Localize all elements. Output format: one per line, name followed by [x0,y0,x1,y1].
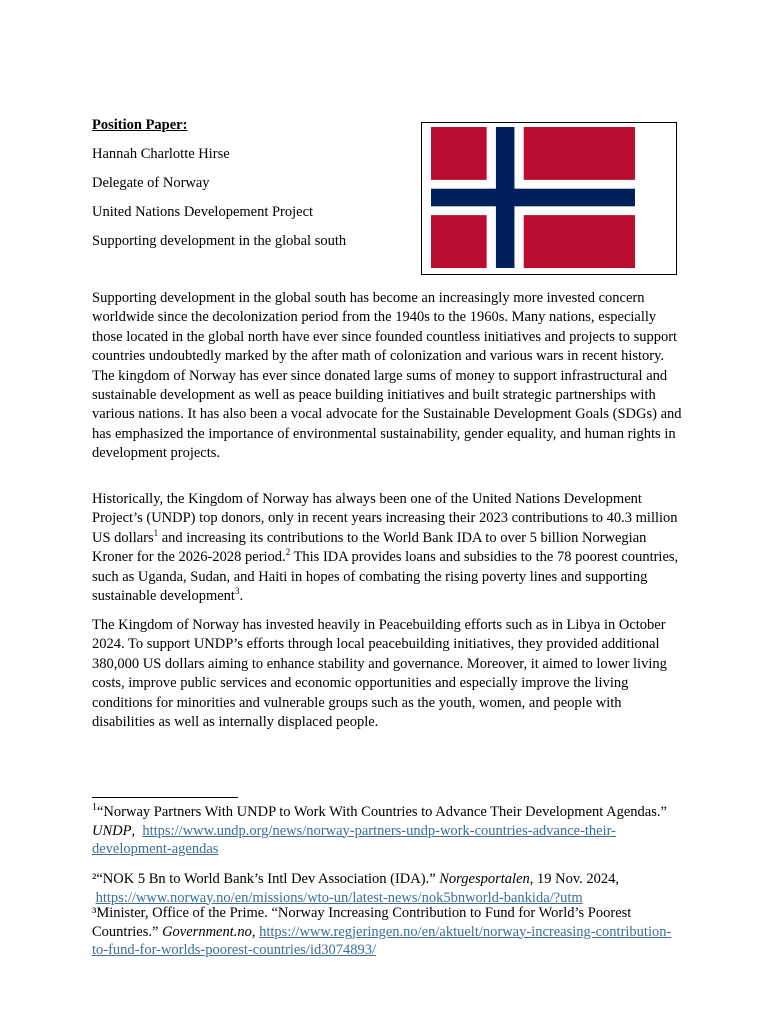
footnote-1-text: “Norway Partners With UNDP to Work With Countries to Advance Their Development Agendas.” [97,804,667,820]
committee-line: United Nations Developement Project [92,204,314,220]
paragraph-3-text: The Kingdom of Norway has invested heavily in Peacebuilding efforts such as in Libya in October 2024. To support UNDP’s efforts through local peacebuilding initiatives, they provided additional 380,000 US dollars aiming to enhance stability and governance. Moreover, it aimed to lower living costs, improve public services and economic opportunities and especially improve the living conditions for minorities and vulnerable groups such as the youth, women, and people with disabilities as well as internally displaced people. [92,617,667,731]
footnote-1-link[interactable]: https://www.undp.org/news/norway-partners-undp-work-countries-advance-their-development-agendas [92,822,617,857]
footnote-separator [92,797,238,798]
author-name: Hannah Charlotte Hirse [92,146,230,162]
footnote-3-text: Minister, Office of the Prime. “Norway Increasing Contribution to Fund for World’s Poorest Countries.” [92,905,632,940]
footnote-2-number: ² [92,871,97,887]
footnote-2-text: “NOK 5 Bn to World Bank’s Intl Dev Association (IDA).” [96,871,440,887]
topic-line: Supporting development in the global south [92,233,347,249]
paragraph-3 [92,616,682,732]
footnote-1-separator: , [131,822,143,839]
footnote-3 [92,904,682,960]
page-title: Position Paper: [92,117,188,133]
paragraph-2-part-1: Historically, the Kingdom of Norway has always been one of the United Nations Development Project’s (UNDP) top donors, only in recent years increasing their 2023 contributions to 40.3 million US dollars [92,491,678,546]
footnote-1-source: UNDP [92,822,132,839]
paragraph-1 [92,289,682,464]
delegation-line: Delegate of Norway [92,175,210,191]
footnote-3-separator: , [251,923,260,940]
footnote-3-number: ³ [92,905,97,921]
paragraph-2-part-2: and increasing its contributions to the World Bank IDA to over 5 billion Norwegian Kroner for the 2026-2028 period. [92,529,647,566]
footnote-1 [92,803,682,859]
footnote-2-link[interactable]: https://www.norway.no/en/missions/wto-un/latest-news/nok5bnworld-bankida/?utm [95,889,583,906]
norway-flag-icon [431,127,635,268]
footnote-ref-1[interactable]: 1 [153,527,159,538]
footnote-3-source: Government.no [162,923,252,940]
paragraph-2-part-4: . [239,588,244,605]
footnote-2-source: Norgesportalen [439,871,530,887]
footnote-2-date: , 19 Nov. 2024, [529,871,620,887]
paragraph-2-part-3: This IDA provides loans and subsidies to the 78 poorest countries, such as Uganda, Sudan, and Haiti in hopes of combating the rising poverty lines and supporting sustainable development [92,549,679,605]
flag-image-frame [421,122,677,275]
footnote-1-number: 1 [92,802,97,814]
footnote-ref-2[interactable]: 2 [285,547,291,558]
footnote-3-link[interactable]: https://www.regjeringen.no/en/aktuelt/norway-increasing-contribution-to-fund-for-worlds-poorest-countries/id3074893/ [92,923,672,958]
footnote-2 [92,870,682,907]
paragraph-2 [92,490,682,606]
footnote-ref-3[interactable]: 3 [234,586,240,597]
paragraph-1-text: Supporting development in the global south has become an increasingly more invested concern worldwide since the decolonization period from the 1940s to the 1960s. Many nations, especially those located in the global north have ever since founded countless initiatives and projects to support countries undoubtedly marked by the after math of colonization and various wars in recent history. The kingdom of Norway has ever since donated large sums of money to support infrastructural and sustainable development as well as peace building initiatives and built strategic partnerships with various nations. It has also been a vocal advocate for the Sustainable Development Goals (SDGs) and has emphasized the importance of environmental sustainability, gender equality, and human rights in development projects. [92,290,682,462]
